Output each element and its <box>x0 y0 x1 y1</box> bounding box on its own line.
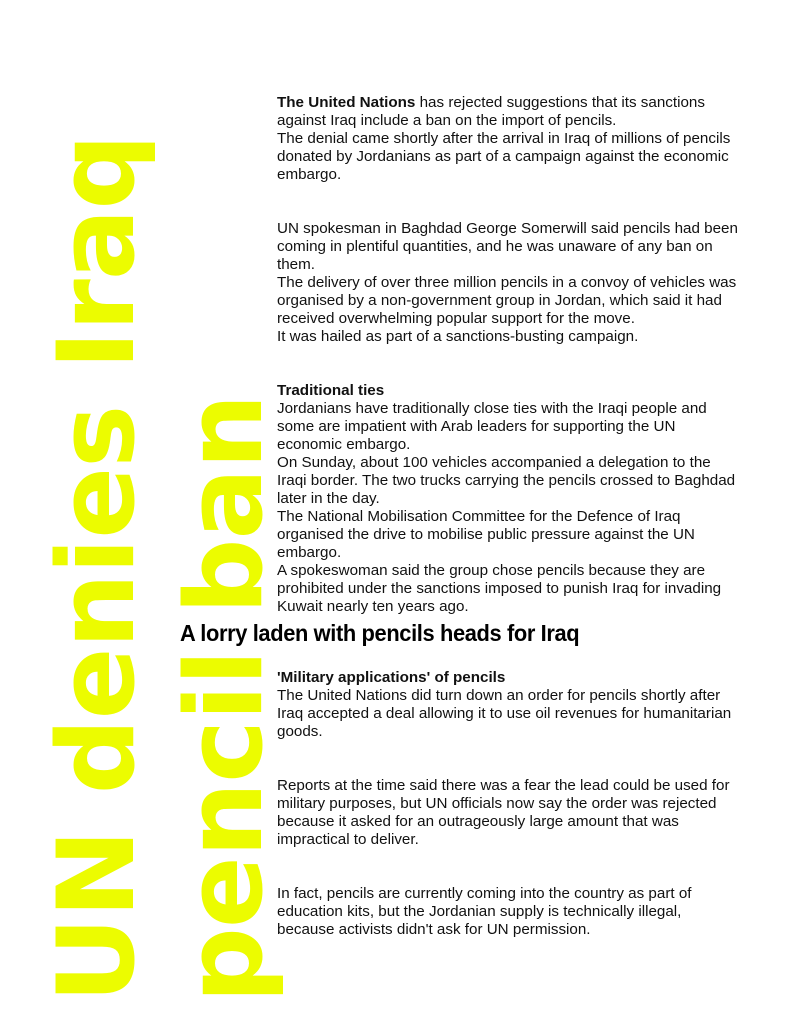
body-paragraph: Reports at the time said there was a fear the lead could be used for military purposes, but UN officials now say the order was rejected because it asked for an outrageously large amount that was impractical to deliver. <box>277 777 730 848</box>
headline-line-1 <box>35 134 158 1003</box>
intro-paragraph <box>277 94 739 130</box>
body-paragraph: A spokeswoman said the group chose pencils because they are prohibited under the sanctions imposed to punish Iraq for invading Kuwait nearly ten years ago. <box>277 562 722 615</box>
body-paragraph: Jordanians have traditionally close ties with the Iraqi people and some are impatient with Arab leaders for supporting the UN economic embargo. <box>277 400 707 453</box>
body-paragraph: The United Nations did turn down an order for pencils shortly after Iraq accepted a deal allowing it to use oil revenues for humanitarian goods. <box>277 687 732 740</box>
body-paragraph: In fact, pencils are currently coming into the country as part of education kits, but the Jordanian supply is technically illegal, because activists didn't ask for UN permission. <box>277 885 692 938</box>
intro-lead: The United Nations <box>277 94 416 111</box>
article-body-bottom <box>277 669 739 939</box>
body-paragraph: On Sunday, about 100 vehicles accompanied a delegation to the Iraqi border. The two trucks carrying the pencils crossed to Baghdad later in the day. <box>277 454 736 507</box>
headline-line-2 <box>163 394 286 1003</box>
body-paragraph: The delivery of over three million pencils in a convoy of vehicles was organised by a non-government group in Jordan, which said it had received overwhelming popular support for the move. <box>277 274 737 327</box>
section-heading-military-applications: 'Military applications' of pencils <box>277 669 506 686</box>
intro-lead-rest: has rejected suggestions that its sanctions against Iraq include a ban on the import of pencils. <box>277 94 705 129</box>
body-paragraph: It was hailed as part of a sanctions-busting campaign. <box>277 328 639 345</box>
headline-text-2: pencil ban <box>163 394 286 1003</box>
intro-paragraph-2: The denial came shortly after the arrival in Iraq of millions of pencils donated by Jordanians as part of a campaign against the economic embargo. <box>277 130 731 183</box>
article-body-top <box>277 94 739 616</box>
headline-text-1: UN denies Iraq <box>35 134 158 1003</box>
body-paragraph: UN spokesman in Baghdad George Somerwill said pencils had been coming in plentiful quantities, and he was unaware of any ban on them. <box>277 220 738 273</box>
photo-caption: A lorry laden with pencils heads for Iraq <box>180 620 580 646</box>
body-paragraph: The National Mobilisation Committee for the Defence of Iraq organised the drive to mobilise public pressure against the UN embargo. <box>277 508 695 561</box>
section-heading-traditional-ties: Traditional ties <box>277 382 385 399</box>
